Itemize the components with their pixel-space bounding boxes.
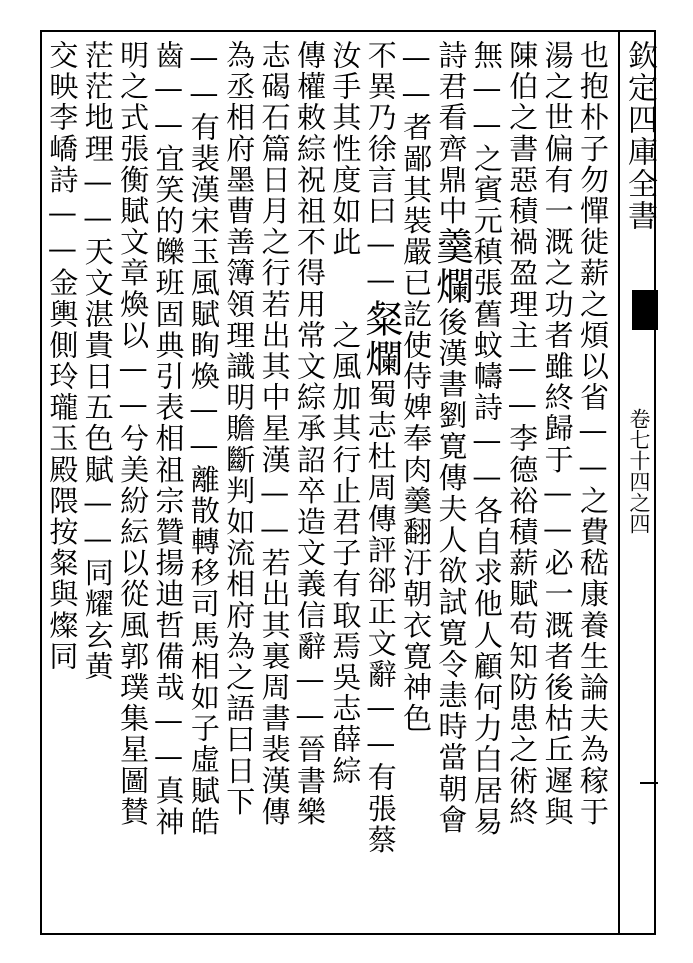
- text-column-13: [150, 40, 185, 910]
- column-text: ——有裴漢宋玉風賦眴煥——離散轉移司馬相如子虛賦皓: [186, 40, 221, 838]
- text-column-7: [358, 40, 403, 910]
- text-column-2: [539, 40, 574, 910]
- column-text: 後漢書劉寛傳夫人欲試寛令恚時當朝會: [434, 306, 469, 836]
- column-text: 也抱朴子勿憚徙薪之煩以省——之費嵇康養生論夫為稼于: [576, 40, 610, 828]
- column-text-pre: 不異乃徐言曰——: [363, 40, 398, 299]
- book-title: 欽定四庫全書: [622, 40, 657, 232]
- column-text: 齒——宜笑的皪班固典引表相祖宗贊揚迪哲備哉——真神: [151, 40, 186, 838]
- text-column-10: [256, 40, 291, 910]
- column-text: 志碣石篇日月之行若出其中星漢——若出其裏周書裴漢傳: [257, 40, 292, 828]
- column-text-pre: 詩君看齊鼎中: [434, 40, 469, 227]
- headword: 羹爛: [429, 226, 474, 307]
- margin-tick: [640, 782, 658, 784]
- text-column-11: [221, 40, 256, 910]
- text-column-12: [186, 40, 221, 910]
- text-column-6: [398, 40, 433, 910]
- column-text: 交映李嶠詩——金輿側玲瓏玉殿隈按粲與燦同: [45, 40, 80, 672]
- column-text-pre: ——者鄙其: [399, 40, 434, 206]
- text-column-14: [115, 40, 150, 910]
- text-column-15: [79, 40, 114, 910]
- column-text: 為丞相府墨曹善簿領理識明贍斷判如流相府為之語曰日下: [222, 40, 257, 818]
- text-column-16: [44, 40, 79, 910]
- column-text: 無——之賓元稹張舊蚊幬詩——各自求他人顧何力白居易: [469, 40, 504, 838]
- column-text: 湯之世偏有一溉之功者雖終歸于——必一溉者後枯丘遲與: [540, 40, 575, 828]
- text-column-1: [575, 40, 610, 910]
- margin-rule: [618, 32, 620, 933]
- text-column-4: [469, 40, 504, 910]
- text-column-9: [292, 40, 327, 910]
- column-text: 汝手其性度如此 之風加其行止君子有取焉吳志薛綜: [328, 40, 363, 787]
- column-text: 傳權敕綜祝祖不得用常文綜承詔卒造文義信辭——晉書樂: [293, 40, 327, 828]
- column-text: 明之式張衡賦文章煥以——兮美紛紜以從風郭璞集星圖賛: [116, 40, 151, 828]
- text-column-8: [327, 40, 362, 910]
- column-text: 裝嚴已訖使侍婢奉肉羹翻汙朝衣寛神色: [399, 205, 434, 735]
- column-text: 茫茫地理——天文湛貴日五色賦——同耀玄黄: [80, 40, 115, 682]
- volume-label: 卷七十四之四: [627, 408, 651, 534]
- text-column-3: [504, 40, 539, 910]
- text-column-5: [429, 40, 474, 910]
- column-text: 蜀志杜周傳評郤正文辭——有張蔡: [363, 379, 398, 856]
- column-text: 陳伯之書惡積禍盈理主——李德裕積薪賦苟知防患之術終: [505, 40, 540, 828]
- fishtail-mark: [632, 290, 658, 330]
- headword: 粲爛: [358, 298, 403, 380]
